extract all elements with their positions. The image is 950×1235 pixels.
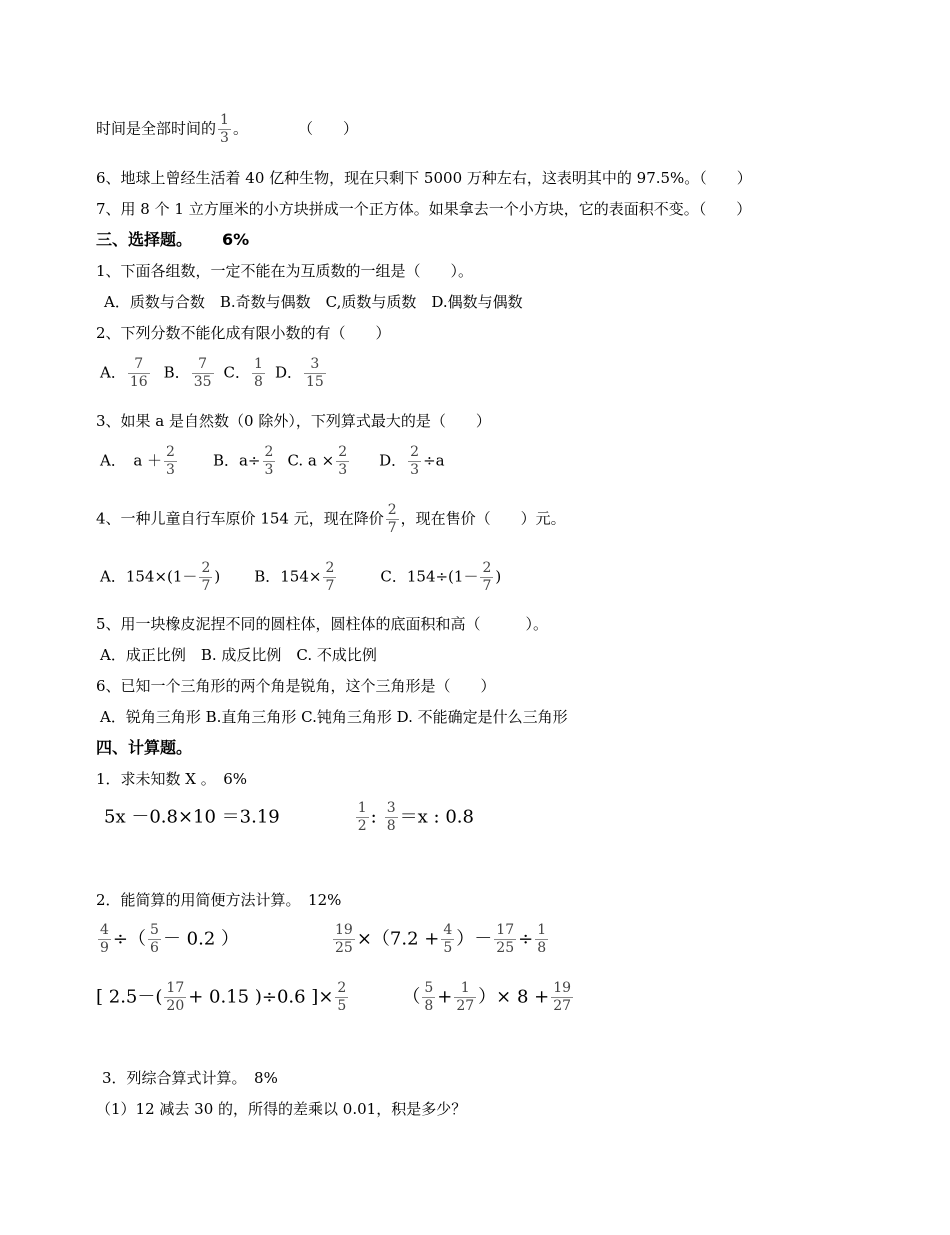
choice-3-options: A． a ＋ $\frac{2}{3}$ B．a÷ $\frac{2}{3}$ C. a × $\frac{2}{3}$ D． $\frac{2}{3}$ ÷a — [100, 444, 445, 478]
choice-6-options: A．锐角三角形 B.直角三角形 C.钝角三角形 D. 不能确定是什么三角形 — [100, 708, 568, 726]
fraction: $\frac{1}{3}$ — [220, 112, 229, 146]
choice-1-options: A．质数与合数 B.奇数与偶数 C,质数与质数 D.偶数与偶数 — [104, 293, 523, 311]
calc-1-title: 1．求未知数 X 。 6% — [96, 770, 248, 788]
question-7: 7、用 8 个 1 立方厘米的小方块拼成一个正方体。如果拿去一个小方块，它的表面积不变。（ ） — [96, 200, 752, 218]
calc-2-row-2: [ 2.5－( $\frac{17}{20}$ + 0.15 )÷0.6 ]× $\frac{2}{5}$ （ $\frac{5}{8}$ + $\frac{1}{27}$ ）× 8 + $\frac{19}{27}$ — [96, 980, 572, 1014]
choice-5-options: A．成正比例 B. 成反比例 C. 不成比例 — [100, 646, 377, 664]
calc-3-question-1: （1）12 减去 30 的，所得的差乘以 0.01，积是多少？ — [96, 1100, 467, 1118]
calc-2-row-1: $\frac{4}{9}$ ÷（ $\frac{5}{6}$ － 0.2 ） $\frac{19}{25}$ ×（7.2 + $\frac{4}{5}$ ）－ $\frac{17}{25}$ ÷ $\frac{1}{8}$ — [100, 922, 547, 956]
choice-2-options: A． $\frac{7}{16}$ B． $\frac{7}{35}$ C． $\frac{1}{8}$ D． $\frac{3}{15}$ — [100, 356, 324, 390]
choice-4-options: A．154×(1－ $\frac{2}{7}$ ) B．154× $\frac{2}{7}$ C．154÷(1－ $\frac{2}{7}$ ) — [100, 560, 502, 594]
choice-1-question: 1、下面各组数，一定不能在为互质数的一组是（ ）。 — [96, 262, 474, 280]
section-3-heading: 三、选择题。 6% — [96, 230, 250, 249]
calc-3-title: 3．列综合算式计算。 8% — [102, 1069, 278, 1087]
q5-tail-line: 时间是全部时间的 $\frac{1}{3}$ 。 （ ） — [96, 112, 358, 146]
choice-6-question: 6、已知一个三角形的两个角是锐角，这个三角形是（ ） — [96, 677, 496, 695]
choice-5-question: 5、用一块橡皮泥捏不同的圆柱体，圆柱体的底面积和高（ ）。 — [96, 615, 549, 633]
calc-1-equations: 5x －0.8×10 ＝3.19 $\frac{1}{2}$ : $\frac{3}{8}$ ＝x : 0.8 — [104, 800, 474, 834]
question-6: 6、地球上曾经生活着 40 亿种生物，现在只剩下 5000 万种左右，这表明其中的 97.5%。（ ） — [96, 169, 752, 187]
calc-2-title: 2．能简算的用简便方法计算。 12% — [96, 891, 342, 909]
choice-3-question: 3、如果 a 是自然数（0 除外），下列算式最大的是（ ） — [96, 412, 491, 430]
choice-4-question: 4、一种儿童自行车原价 154 元，现在降价 $\frac{2}{7}$ ，现在售价（ ）元。 — [96, 502, 566, 536]
section-4-heading: 四、计算题。 — [96, 738, 193, 757]
choice-2-question: 2、下列分数不能化成有限小数的有（ ） — [96, 324, 391, 342]
